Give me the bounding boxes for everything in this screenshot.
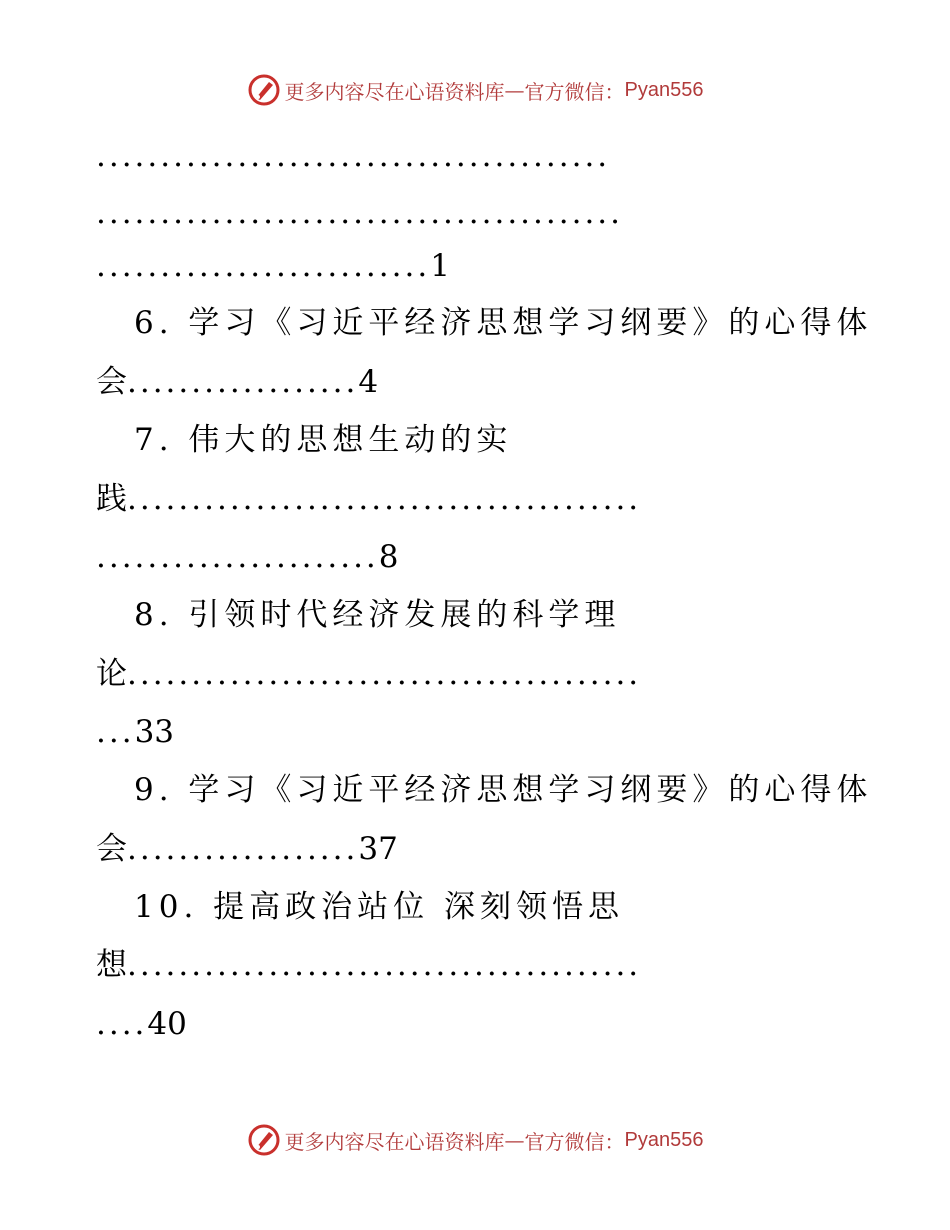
toc-entry-title[interactable]: 7. 伟大的思想生动的实 <box>134 422 513 458</box>
toc-leader-dots: ...................... <box>96 539 379 575</box>
banner-wx-id: Pyan556 <box>624 1128 704 1151</box>
toc-entry-title[interactable]: 9. 学习《习近平经济思想学习纲要》的心得体 <box>134 772 873 808</box>
toc-leader-dots: ........................................ <box>127 481 642 517</box>
toc-leader-dots: ... <box>96 714 135 750</box>
toc-page-number: 4 <box>358 364 379 400</box>
toc-page-number: 8 <box>378 539 399 575</box>
banner-wx-label: 官方微信： <box>524 79 625 104</box>
toc-leader-dots: ......................................... <box>96 195 624 231</box>
toc-line <box>96 127 856 185</box>
toc-leader-dots: ........................................ <box>127 656 642 692</box>
banner-main-text: 更多内容尽在心语资料库 <box>284 79 505 104</box>
pen-logo-icon <box>247 1123 281 1157</box>
banner-wx-id: Pyan556 <box>624 78 704 101</box>
toc-page-number: 37 <box>358 831 398 867</box>
toc-leader-dots: .................. <box>127 364 359 400</box>
pen-logo-icon <box>247 73 281 107</box>
toc-leader-dots: ........................................ <box>127 947 642 983</box>
toc-leader-dots: .................. <box>127 831 359 867</box>
toc-leader-dots: ........................................ <box>96 138 611 174</box>
banner-wx-label: 官方微信： <box>524 1129 625 1154</box>
toc-entry-title[interactable]: 10. 提高政治站位 深刻领悟思 <box>134 889 625 925</box>
toc-entry-title[interactable]: 8. 引领时代经济发展的科学理 <box>134 597 621 633</box>
toc-line: 论........................................ <box>96 656 642 692</box>
toc-line <box>96 703 856 761</box>
banner-main-text: 更多内容尽在心语资料库 <box>284 1129 505 1154</box>
toc-line <box>96 528 856 586</box>
toc-line: 想........................................ <box>96 947 642 983</box>
toc-line <box>96 237 856 295</box>
toc-page-number: 1 <box>430 248 450 284</box>
toc-line: 会..................4 <box>96 364 379 400</box>
toc-line: 会..................37 <box>96 831 398 867</box>
toc-line <box>96 184 856 242</box>
toc-leader-dots: .... <box>96 1006 148 1042</box>
toc-line <box>96 995 856 1053</box>
toc-line: 践........................................ <box>96 481 642 517</box>
footer-banner <box>0 1118 950 1162</box>
toc-page-number: 40 <box>147 1006 187 1042</box>
header-banner <box>0 68 950 112</box>
toc-leader-dots: .......................... <box>96 248 431 284</box>
banner-dash: — <box>504 78 525 102</box>
banner-dash: — <box>504 1128 525 1152</box>
toc-page-number: 33 <box>134 714 175 750</box>
toc-entry-title[interactable]: 6. 学习《习近平经济思想学习纲要》的心得体 <box>134 305 873 341</box>
